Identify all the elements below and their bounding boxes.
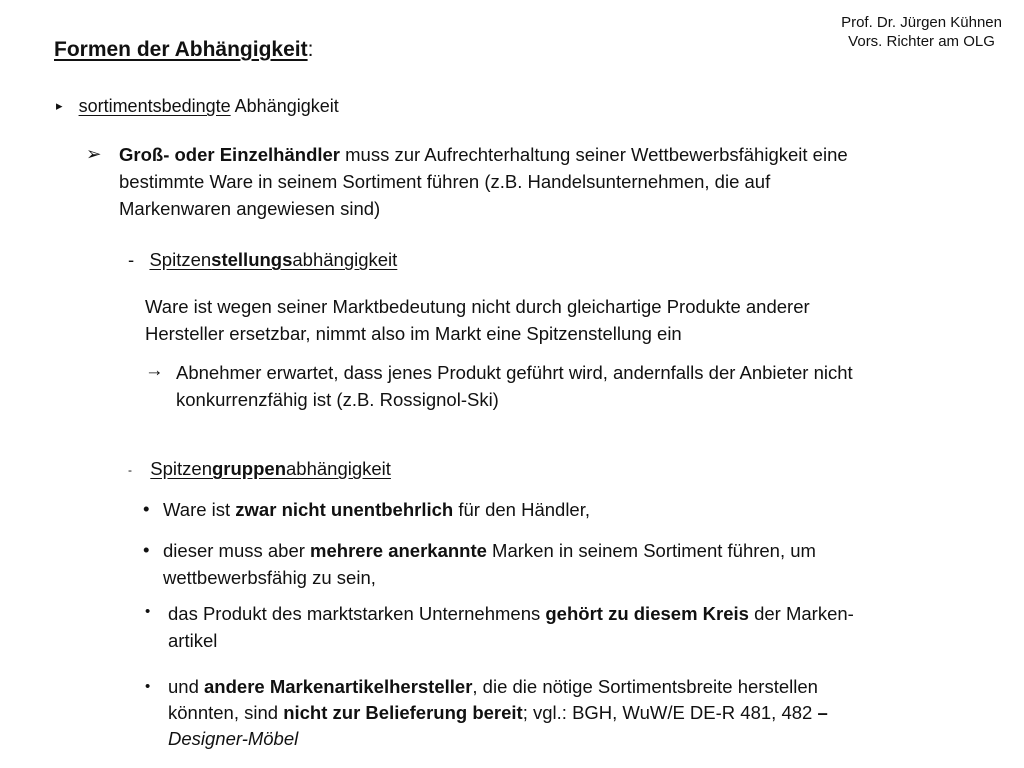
section-heading-rest: Abhängigkeit xyxy=(230,96,339,116)
dash-bullet: - xyxy=(128,249,135,270)
consequence-line-2: konkurrenzfähig ist (z.B. Rossignol-Ski) xyxy=(176,389,499,410)
dealer-line-3: Markenwaren angewiesen sind) xyxy=(119,198,381,219)
dealer-line-1-rest: muss zur Aufrechterhaltung seiner Wettbewerbsfähigkeit eine xyxy=(340,144,848,165)
item-bold: mehrere anerkannte xyxy=(310,540,487,561)
author-name: Prof. Dr. Jürgen Kühnen xyxy=(841,14,1002,31)
section-heading xyxy=(56,96,339,117)
item-text: Marken in seinem Sortiment führen, um xyxy=(486,540,816,561)
dot-bullet-icon: • xyxy=(145,603,151,620)
spitzenstellung-pre: Spitzen xyxy=(149,249,212,270)
spitzenstellung-post: abhängigkeit xyxy=(292,249,398,270)
page-title-text: Formen der Abhängigkeit xyxy=(54,38,308,61)
list-item xyxy=(168,600,854,654)
item-bold: andere Markenartikelhersteller xyxy=(204,676,473,697)
item-text: Ware ist xyxy=(163,499,236,520)
arrowhead-bullet-icon: ➢ xyxy=(86,143,102,164)
item-bold: nicht zur Belieferung bereit xyxy=(283,702,523,723)
right-arrow-icon: → xyxy=(145,359,164,380)
item-dash: – xyxy=(817,702,828,723)
spitzengruppe-bold: gruppen xyxy=(212,458,286,479)
section-heading-underlined: sortimentsbedingte xyxy=(78,96,231,116)
item-text: ; vgl.: BGH, WuW/E DE-R 481, 482 xyxy=(522,702,818,723)
page-title xyxy=(54,38,313,62)
spitzenstellung-desc-line-1: Ware ist wegen seiner Marktbedeutung nicht durch gleichartige Produkte anderer xyxy=(145,296,810,317)
dealer-line-2: bestimmte Ware in seinem Sortiment führen (z.B. Handelsunternehmen, die auf xyxy=(119,171,771,192)
item-text: , die die nötige Sortimentsbreite herstellen xyxy=(472,676,818,697)
spitzenstellung-consequence xyxy=(176,359,853,413)
item-bold: zwar nicht unentbehrlich xyxy=(235,499,454,520)
item-text: der Marken- xyxy=(748,603,854,624)
author-position: Vors. Richter am OLG xyxy=(848,33,995,50)
item-bold: gehört zu diesem Kreis xyxy=(545,603,749,624)
dealer-line-1 xyxy=(119,141,848,168)
spitzenstellung-heading xyxy=(128,249,397,271)
spitzenstellung-bold: stellungs xyxy=(211,249,293,270)
author-block xyxy=(841,13,1002,51)
list-item xyxy=(163,496,590,523)
triangle-bullet-icon: ▸ xyxy=(56,98,63,113)
dot-bullet-icon: • xyxy=(143,498,150,519)
dot-bullet-icon: • xyxy=(145,678,151,695)
item-line-2: artikel xyxy=(168,630,218,651)
dealer-bold: Groß- oder Einzelhändler xyxy=(119,144,340,165)
item-text: dieser muss aber xyxy=(163,540,311,561)
spitzengruppe-heading xyxy=(128,458,391,480)
dash-bullet: - xyxy=(128,463,132,477)
item-text: könnten, sind xyxy=(168,702,284,723)
spitzengruppe-pre: Spitzen xyxy=(150,458,212,479)
dot-bullet-icon: • xyxy=(143,539,150,560)
spitzengruppe-post: abhängigkeit xyxy=(286,458,391,479)
dealer-paragraph xyxy=(119,141,848,222)
spitzenstellung-description xyxy=(145,293,810,347)
item-line-3: Designer-Möbel xyxy=(168,728,299,749)
spitzenstellung-desc-line-2: Hersteller ersetzbar, nimmt also im Markt eine Spitzenstellung ein xyxy=(145,323,682,344)
consequence-line-1: Abnehmer erwartet, dass jenes Produkt geführt wird, andernfalls der Anbieter nicht xyxy=(176,362,853,383)
list-item xyxy=(163,537,816,591)
page-title-colon: : xyxy=(307,38,314,61)
item-text: und xyxy=(168,676,205,697)
item-text: das Produkt des marktstarken Unternehmens xyxy=(168,603,546,624)
list-item xyxy=(168,674,828,752)
item-line-2: wettbewerbsfähig zu sein, xyxy=(163,567,376,588)
item-text: für den Händler, xyxy=(453,499,590,520)
